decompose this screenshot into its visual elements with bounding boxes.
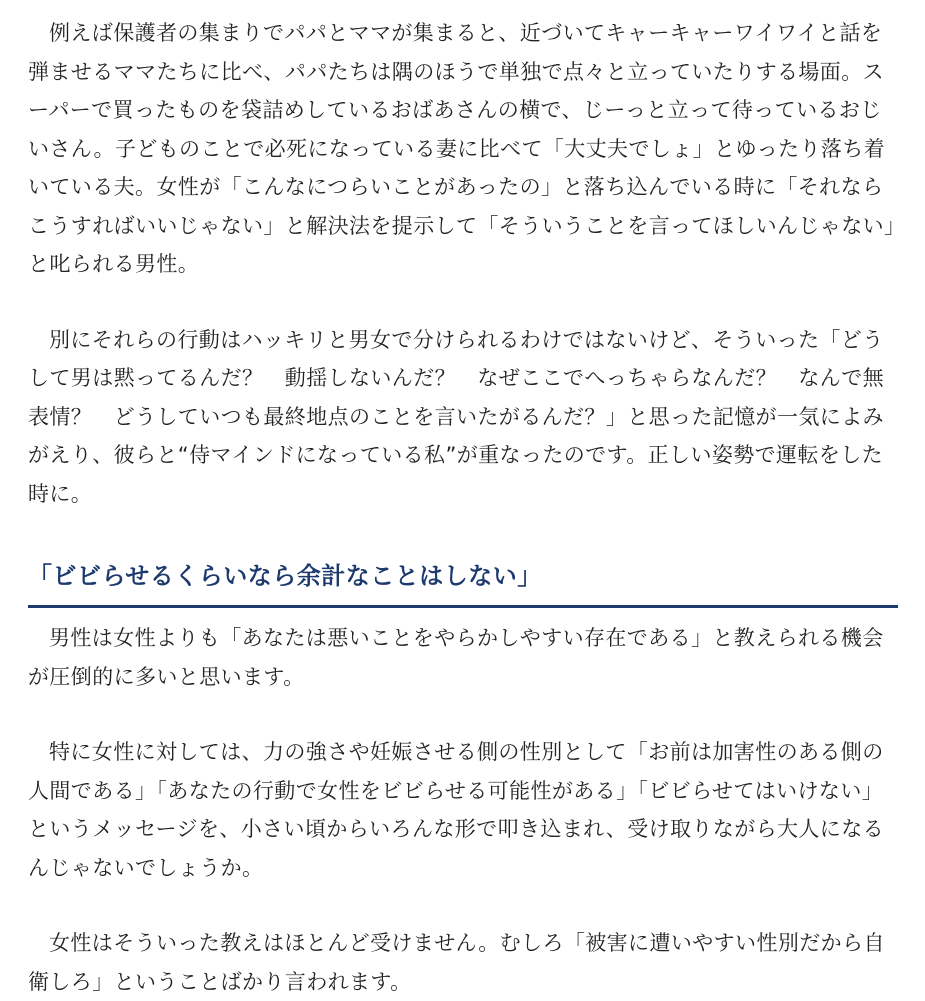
paragraph-gap bbox=[28, 696, 898, 733]
paragraph-men-taught: 男性は女性よりも「あなたは悪いことをやらかしやすい存在である」と教えられる機会が圧倒的に多いと思います。 bbox=[28, 626, 884, 689]
paragraph-gap bbox=[28, 887, 898, 924]
paragraph-parents-gathering: 例えば保護者の集まりでパパとママが集まると、近づいてキャーキャーワイワイと話を弾ませるママたちに比べ、パパたちは隅のほうで単独で点々と立っていたりする場面。スーパーで買ったものを袋詰めしているおばあさんの横で、じーっと立って待っているおじいさん。子どものことで必死になっている妻に比べて「大丈夫でしょ」とゆったり落ち着いている夫。女性が「こんなにつらいことがあったの」と落ち込んでいる時に「それならこうすればいいじゃない」と解決法を提示して「そういうことを言ってほしいんじゃない」と叱られる男性。 bbox=[28, 21, 895, 276]
paragraph-women-taught: 女性はそういった教えはほとんど受けません。むしろ「被害に遭いやすい性別だから自衛しろ」ということばかり言われます。 bbox=[28, 931, 885, 994]
section-heading-block bbox=[28, 559, 898, 608]
paragraph-toward-women: 特に女性に対しては、力の強さや妊娠させる側の性別として「お前は加害性のある側の人間である」「あなたの行動で女性をビビらせる可能性がある」「ビビらせてはいけない」というメッセージを、小さい頃からいろんな形で叩き込まれ、受け取りながら大人になるんじゃないでしょうか。 bbox=[28, 740, 884, 880]
paragraph-gap bbox=[28, 284, 898, 321]
section-heading: 「ビビらせるくらいなら余計なことはしない」 bbox=[28, 562, 542, 590]
paragraph-samurai-mind: 別にそれらの行動はハッキリと男女で分けられるわけではないけど、そういった「どうして男は黙ってるんだ？ 動揺しないんだ？ なぜここでへっちゃらなんだ？ なんで無表情？ どうしていつも最終地点のことを言いたがるんだ？」と思った記憶が一気によみがえり、彼らと“侍マインドになっている私”が重なったのです。正しい姿勢で運転をした時に。 bbox=[28, 327, 884, 506]
article-body bbox=[28, 14, 898, 1001]
